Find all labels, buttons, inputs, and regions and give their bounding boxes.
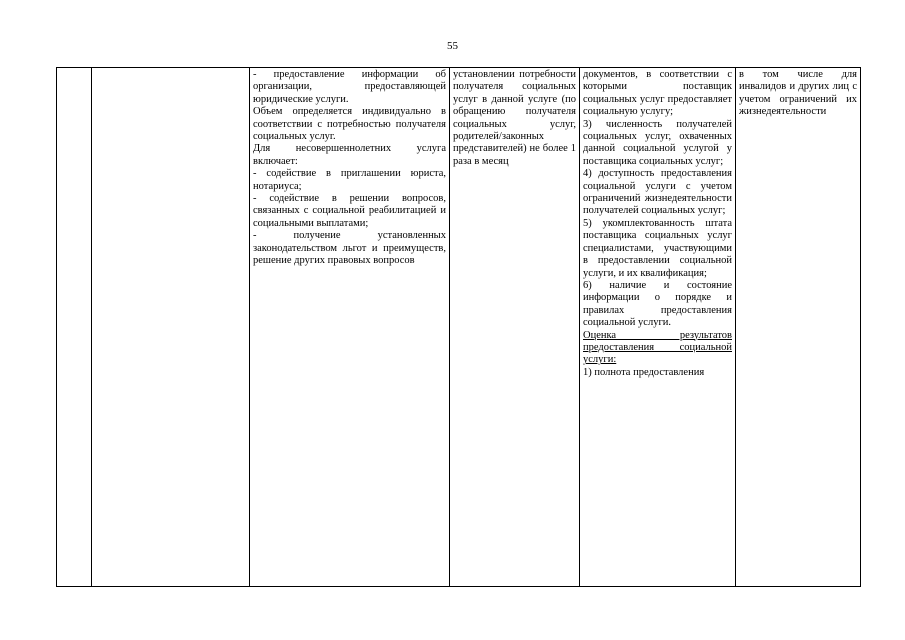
services-table bbox=[56, 67, 861, 587]
frequency-text: установлении потребности получателя социальных услуг в данной услуге (по обращению получателя социальных услуг, родителей/законных представителей) не более 1 раза в месяц bbox=[453, 69, 576, 167]
cell-service-description bbox=[250, 68, 450, 587]
cell-service-name bbox=[92, 68, 250, 587]
cell-service-frequency bbox=[450, 68, 580, 587]
indicator-line: 1) полнота предоставления bbox=[583, 366, 705, 378]
description-line: - содействие в приглашении юриста, нотариуса; bbox=[253, 168, 446, 192]
cell-quality-indicators bbox=[580, 68, 736, 587]
indicator-line: 6) наличие и состояние информации о порядке и правилах предоставления социальной услуги. bbox=[583, 279, 732, 329]
results-heading: Оценка результатов предоставления социальной услуги: bbox=[583, 329, 732, 366]
cell-conditions bbox=[736, 68, 861, 587]
description-line: Для несовершеннолетних услуга включает: bbox=[253, 143, 446, 167]
description-line: - получение установленных законодательством льгот и преимуществ, решение других правовых вопросов bbox=[253, 230, 446, 267]
indicator-line: 5) укомплектованность штата поставщика социальных услуг специалистами, участвующими в предоставлении социальной услуги, и их квалификация; bbox=[583, 217, 732, 279]
page-number: 55 bbox=[447, 40, 458, 52]
table-row bbox=[57, 68, 861, 587]
description-line: - предоставление информации об организации, предоставляющей юридические услуги. bbox=[253, 69, 446, 105]
conditions-text: в том числе для инвалидов и других лиц с учетом ограничений их жизнедеятельности bbox=[739, 69, 857, 118]
description-line: Объем определяется индивидуально в соответствии с потребностью получателя социальных услуг. bbox=[253, 106, 446, 143]
cell-number bbox=[57, 68, 92, 587]
indicator-line: 3) численность получателей социальных услуг, охваченных данной социальной услугой у поставщика социальных услуг; bbox=[583, 118, 732, 167]
description-line: - содействие в решении вопросов, связанных с социальной реабилитацией и социальными выплатами; bbox=[253, 193, 446, 229]
indicator-line: документов, в соответствии с которыми поставщик социальных услуг предоставляет социальную услугу; bbox=[583, 69, 732, 118]
indicator-line: 4) доступность предоставления социальной услуги с учетом ограничений жизнедеятельности получателей социальных услуг; bbox=[583, 168, 732, 217]
